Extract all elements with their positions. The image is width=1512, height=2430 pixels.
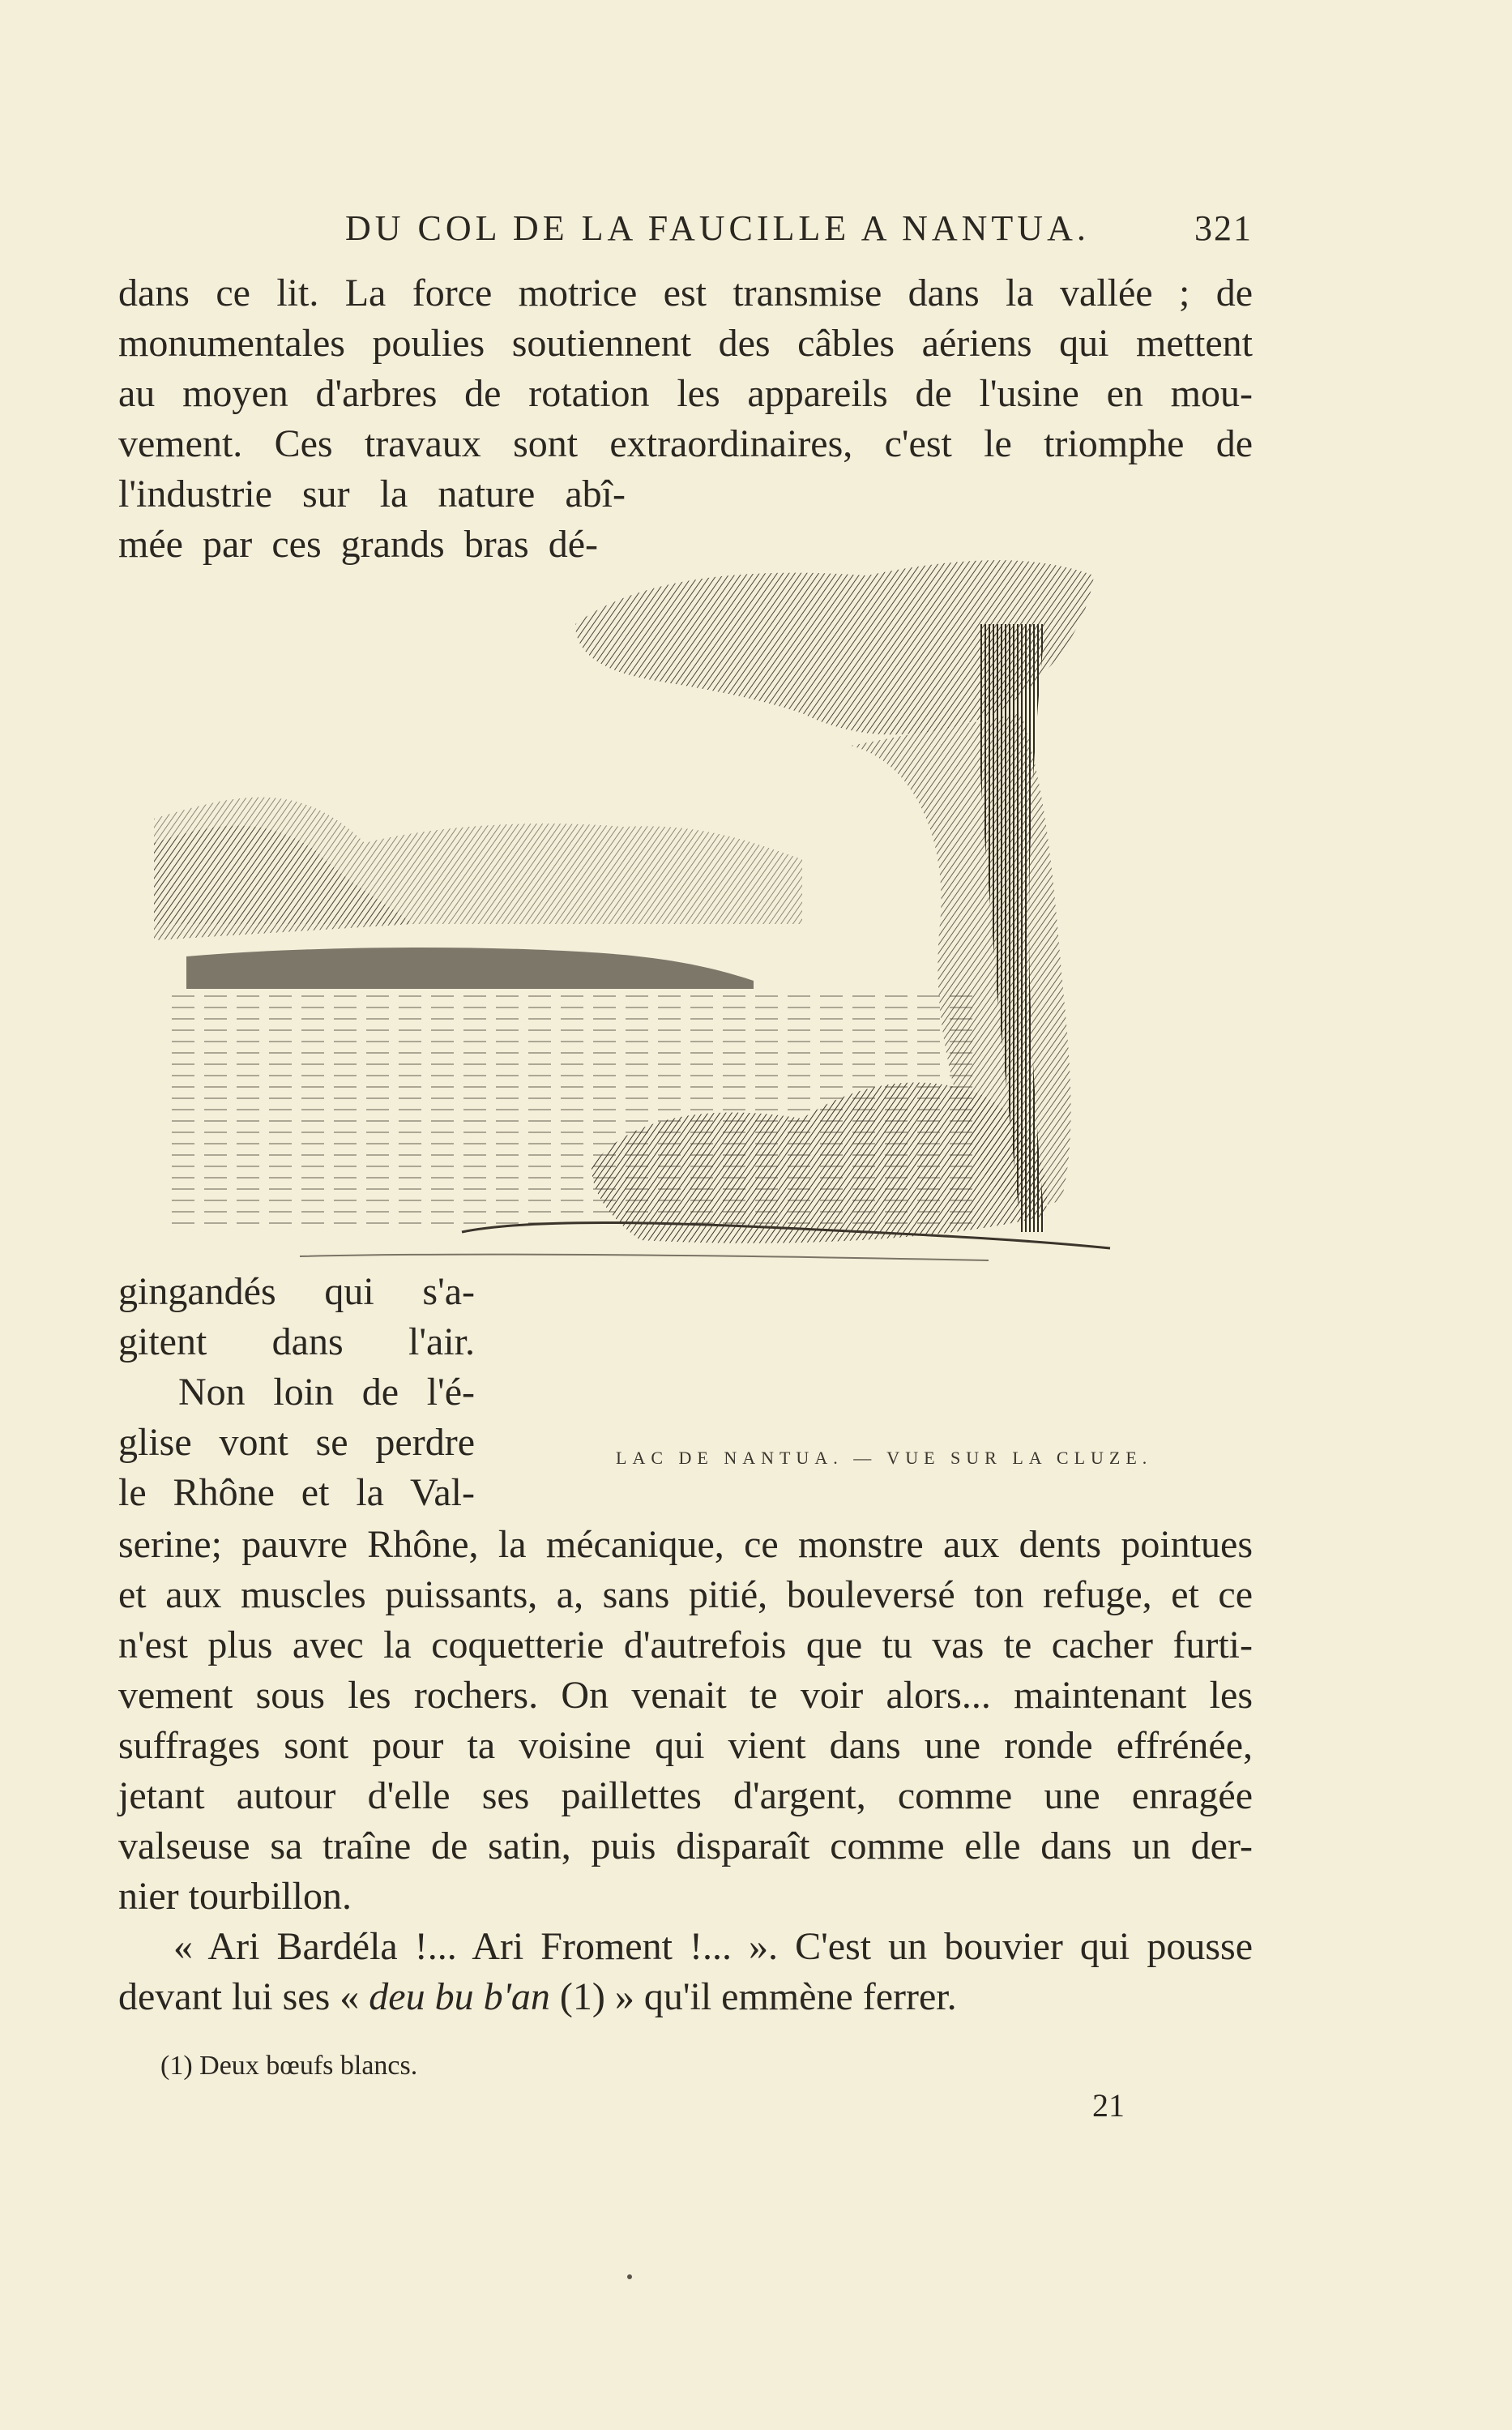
text-line: gitent dans l'air.	[118, 1320, 475, 1363]
text-line: valseuse sa traîne de satin, puis disparaît comme elle dans un der-	[118, 1825, 1253, 1867]
text-line: jetant autour d'elle ses paillettes d'argent, comme une enragée	[118, 1774, 1253, 1817]
text-line: dans ce lit. La force motrice est transmise dans la vallée ; de	[118, 272, 1253, 314]
text-line	[118, 1973, 1253, 2021]
text-line: « Ari Bardéla !... Ari Froment !... ». C'est un bouvier qui pousse	[173, 1925, 1253, 1968]
text-span: devant lui ses «	[118, 1975, 369, 2018]
text-line: Non loin de l'é-	[178, 1371, 475, 1414]
text-line: glise vont se perdre	[118, 1421, 475, 1464]
text-line: n'est plus avec la coquetterie d'autrefois que tu vas te cacher furti-	[118, 1624, 1253, 1666]
text-line: gingandés qui s'a-	[118, 1270, 475, 1313]
dialect-phrase: deu bu b'an	[369, 1975, 550, 2018]
text-line: vement. Ces travaux sont extraordinaires, c'est le triomphe de	[118, 422, 1253, 465]
running-head	[118, 198, 1253, 255]
ink-speck	[627, 2274, 632, 2279]
text-line: serine; pauvre Rhône, la mécanique, ce monstre aux dents pointues	[118, 1523, 1253, 1566]
figure-caption: LAC DE NANTUA. — VUE SUR LA CLUZE.	[616, 1448, 1153, 1468]
text-line: et aux muscles puissants, a, sans pitié, bouleversé ton refuge, et ce	[118, 1573, 1253, 1616]
text-line: au moyen d'arbres de rotation les appareils de l'usine en mou-	[118, 372, 1253, 415]
text-line: suffrages sont pour ta voisine qui vient dans une ronde effrénée,	[118, 1724, 1253, 1767]
running-title: DU COL DE LA FAUCILLE A NANTUA.	[345, 208, 1090, 248]
page-number: 321	[1194, 208, 1253, 248]
text-line: l'industrie sur la nature abî-	[118, 473, 626, 516]
text-line: nier tourbillon.	[118, 1875, 352, 1918]
text-line: le Rhône et la Val-	[118, 1471, 475, 1514]
text-line: vement sous les rochers. On venait te voir alors... maintenant les	[118, 1674, 1253, 1717]
text-line: mée par ces grands bras dé-	[118, 523, 598, 566]
signature-mark: 21	[1092, 2087, 1125, 2124]
text-span: (1) » qu'il emmène ferrer.	[549, 1975, 957, 2018]
text-line: monumentales poulies soutiennent des câbles aériens qui mettent	[118, 322, 1253, 365]
footnote: (1) Deux bœufs blancs.	[160, 2051, 418, 2081]
